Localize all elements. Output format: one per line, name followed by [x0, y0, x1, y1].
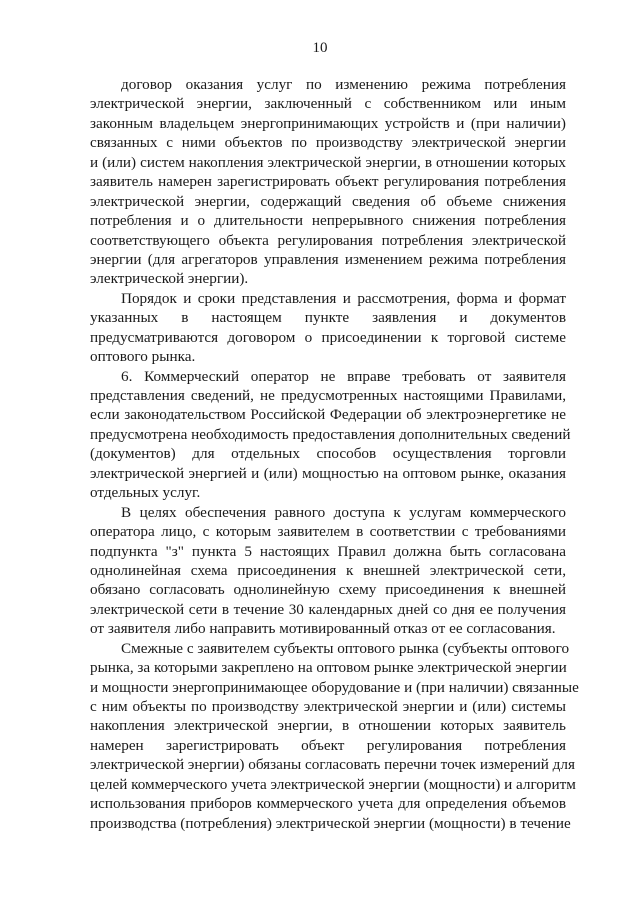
text-line: и мощности энергопринимающее оборудование и (при наличии) связанные	[90, 678, 579, 696]
text-line: однолинейная схема присоединения к внешней электрической сети,	[90, 561, 566, 579]
text-line: обязано согласовать однолинейную схему присоединения к внешней	[90, 581, 566, 599]
text-line: рынка, за которыми закреплено на оптовом рынке электрической энергии	[90, 659, 567, 677]
text-line: оптового рынка.	[90, 348, 196, 366]
paragraph-adjacent-subjects	[90, 639, 579, 833]
text-line: предусмотрена необходимость предоставления дополнительных сведений	[90, 425, 571, 443]
text-line: электрической энергии).	[90, 270, 249, 288]
text-line: электрической энергией и (или) мощностью на оптовом рынке, оказания	[90, 464, 566, 482]
text-line: накопления электрической энергии, в отношении которых заявитель	[90, 717, 566, 735]
text-line: электрической энергии) обязаны согласовать перечни точек измерений для	[90, 756, 575, 774]
text-line: целей коммерческого учета электрической энергии (мощности) и алгоритм	[90, 775, 576, 793]
text-line: от заявителя либо направить мотивированный отказ от ее согласования.	[90, 620, 556, 638]
text-line: Смежные с заявителем субъекты оптового рынка (субъекты оптового	[121, 639, 570, 657]
document-body	[90, 75, 579, 833]
text-line: подпункта "з" пункта 5 настоящих Правил должна быть согласована	[90, 542, 566, 560]
page-number: 10	[312, 40, 328, 56]
text-line: предусматриваются договором о присоединении к торговой системе	[90, 328, 566, 346]
text-line: законным владельцем энергопринимающих устройств и (при наличии)	[90, 114, 566, 132]
text-line: потребления и о длительности непрерывного снижения потребления	[90, 212, 566, 230]
paragraph-equal-access	[90, 503, 566, 639]
text-line: договор оказания услуг по изменению режима потребления	[121, 76, 566, 93]
paragraph-procedure	[90, 289, 566, 367]
text-line: использования приборов коммерческого учета для определения объемов	[90, 795, 566, 813]
text-line: связанных с ними объектов по производству электрической энергии	[90, 134, 566, 152]
text-line: 6. Коммерческий оператор не вправе требовать от заявителя	[121, 367, 566, 385]
text-line: указанных в настоящем пункте заявления и документов	[90, 309, 566, 327]
text-line: электрической сети в течение 30 календарных дней со дня ее получения	[90, 600, 566, 618]
text-line: электрической энергии, содержащий сведения об объеме снижения	[90, 192, 566, 210]
text-line: с ним объекты по производству электрической энергии и (или) системы	[90, 698, 566, 715]
paragraph-contract-clause	[90, 75, 566, 289]
text-line: соответствующего объекта регулирования потребления электрической	[90, 231, 566, 249]
text-line: представления сведений, не предусмотренных настоящими Правилами,	[90, 387, 566, 404]
text-line: энергии (для агрегаторов управления изменением режима потребления	[90, 250, 566, 268]
text-line: оператора лицо, с которым заявителем в соответствии с требованиями	[90, 523, 566, 541]
text-line: если законодательством Российской Федерации об электроэнергетике не	[90, 406, 566, 424]
text-line: В целях обеспечения равного доступа к услугам коммерческого	[121, 503, 566, 521]
text-line: (документов) для отдельных способов осуществления торговли	[90, 445, 566, 463]
text-line: производства (потребления) электрической энергии (мощности) в течение	[90, 814, 571, 832]
text-line: и (или) систем накопления электрической энергии, в отношении которых	[90, 153, 566, 171]
text-line: отдельных услуг.	[90, 484, 201, 502]
text-line: намерен зарегистрировать объект регулирования потребления	[90, 736, 566, 754]
text-line: Порядок и сроки представления и рассмотрения, форма и формат	[121, 289, 566, 307]
text-line: заявитель намерен зарегистрировать объект регулирования потребления	[90, 173, 566, 191]
paragraph-item-6	[90, 367, 571, 503]
text-line: электрической энергии, заключенный с собственником или иным	[90, 95, 566, 113]
